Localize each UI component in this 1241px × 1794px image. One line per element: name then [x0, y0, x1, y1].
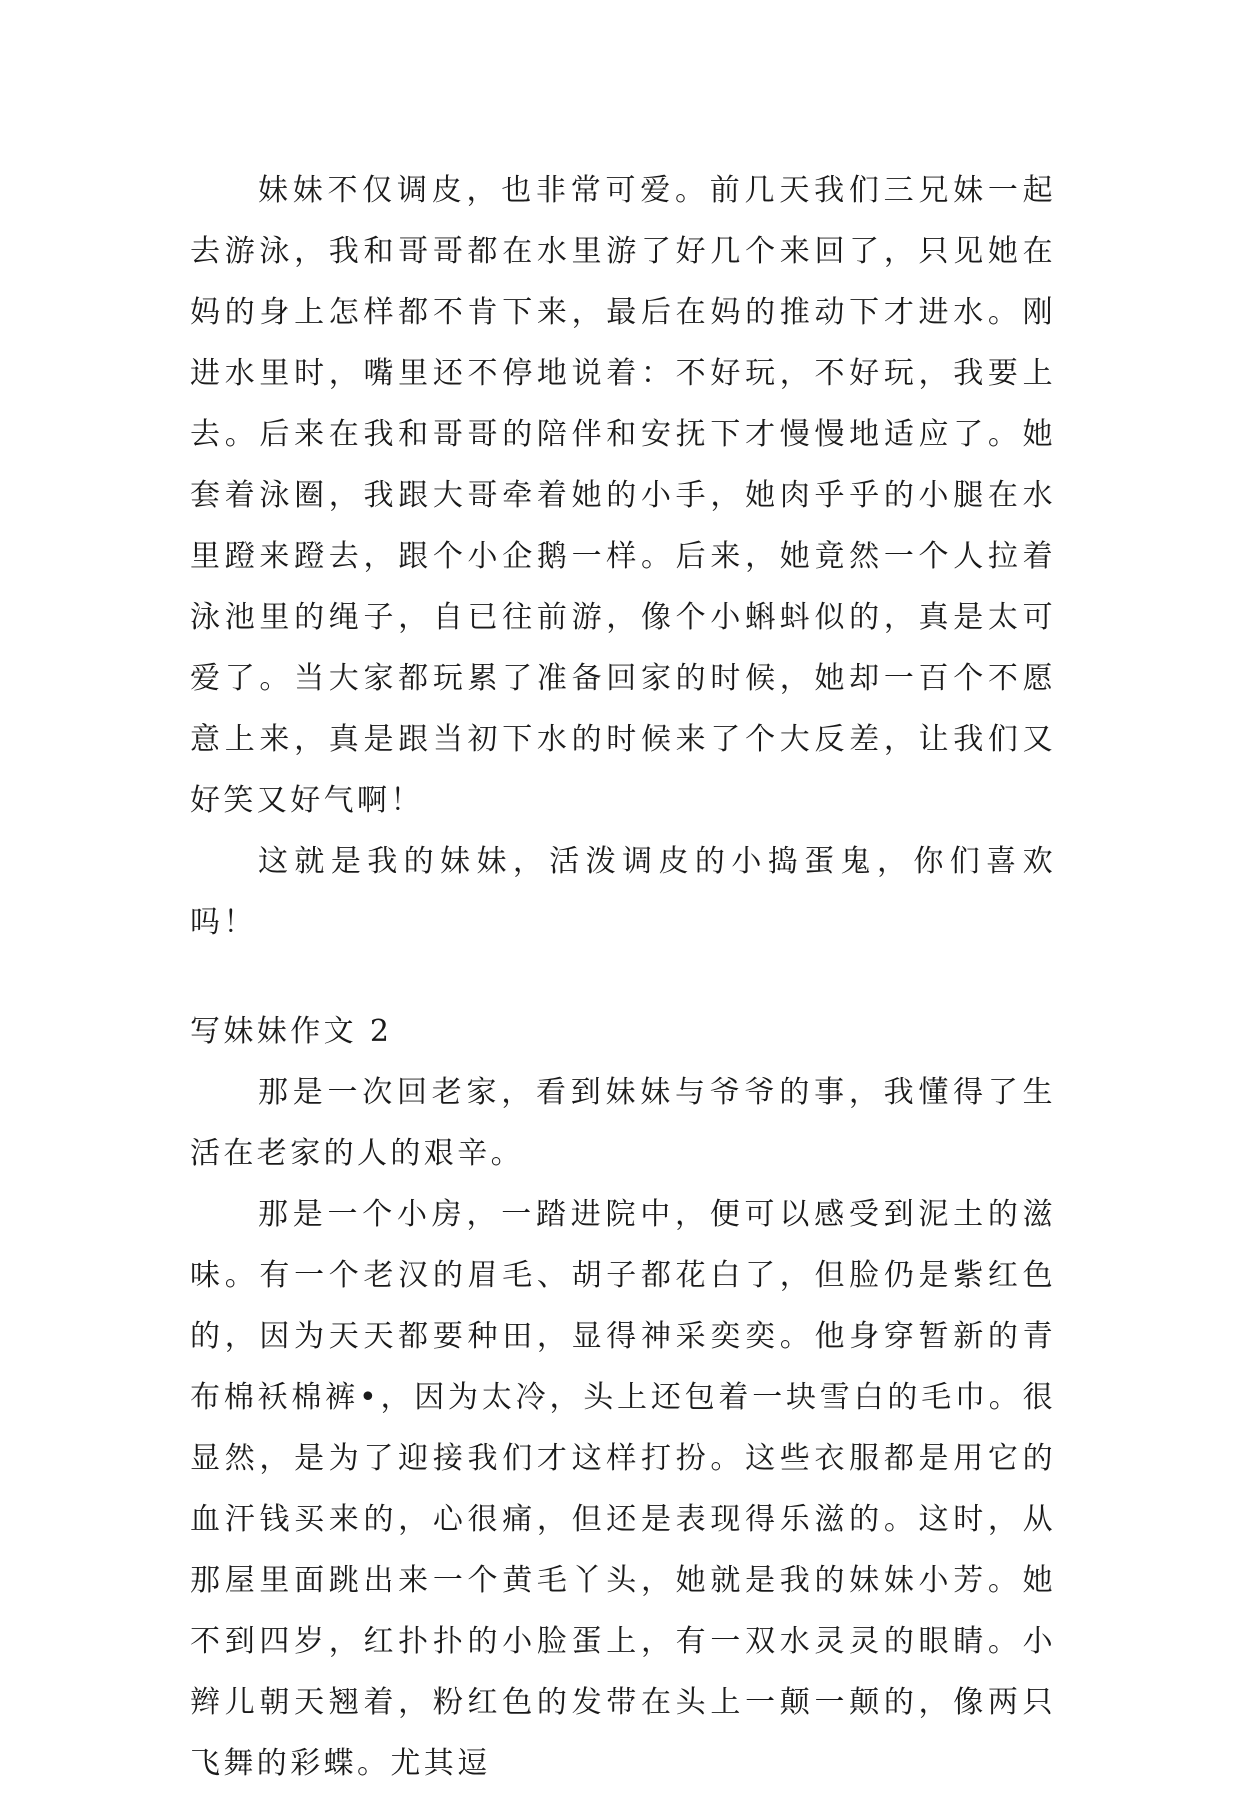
section-title: 写妹妹作文 2	[190, 1014, 393, 1049]
paragraph-intro: 那是一次回老家，看到妹妹与爷爷的事，我懂得了生活在老家的人的艰辛。	[190, 1075, 1056, 1171]
section-spacer	[190, 953, 1056, 1001]
paragraph-closing: 这就是我的妹妹，活泼调皮的小捣蛋鬼，你们喜欢吗！	[190, 844, 1056, 940]
document-body	[190, 160, 1056, 1794]
paragraph-swimming: 妹妹不仅调皮，也非常可爱。前几天我们三兄妹一起去游泳，我和哥哥都在水里游了好几个来回了，只见她在妈的身上怎样都不肯下来，最后在妈的推动下才进水。刚进水里时，嘴里还不停地说着：不好玩，不好玩，我要上去。后来在我和哥哥的陪伴和安抚下才慢慢地适应了。她套着泳圈，我跟大哥牵着她的小手，她肉乎乎的小腿在水里蹬来蹬去，跟个小企鹅一样。后来，她竟然一个人拉着泳池里的绳子，自已往前游，像个小蝌蚪似的，真是太可爱了。当大家都玩累了准备回家的时候，她却一百个不愿意上来，真是跟当初下水的时候来了个大反差，让我们又好笑又好气啊！	[190, 173, 1056, 818]
paragraph-grandpa: 那是一个小房，一踏进院中，便可以感受到泥土的滋味。有一个老汉的眉毛、胡子都花白了，但脸仍是紫红色的，因为天天都要种田，显得神采奕奕。他身穿暂新的青布棉袄棉裤•，因为太冷，头上还包着一块雪白的毛巾。很显然，是为了迎接我们才这样打扮。这些衣服都是用它的血汗钱买来的，心很痛，但还是表现得乐滋的。这时，从那屋里面跳出来一个黄毛丫头，她就是我的妹妹小芳。她不到四岁，红扑扑的小脸蛋上，有一双水灵灵的眼睛。小辫儿朝天翘着，粉红色的发带在头上一颠一颠的，像两只飞舞的彩蝶。尤其逗	[190, 1197, 1056, 1781]
